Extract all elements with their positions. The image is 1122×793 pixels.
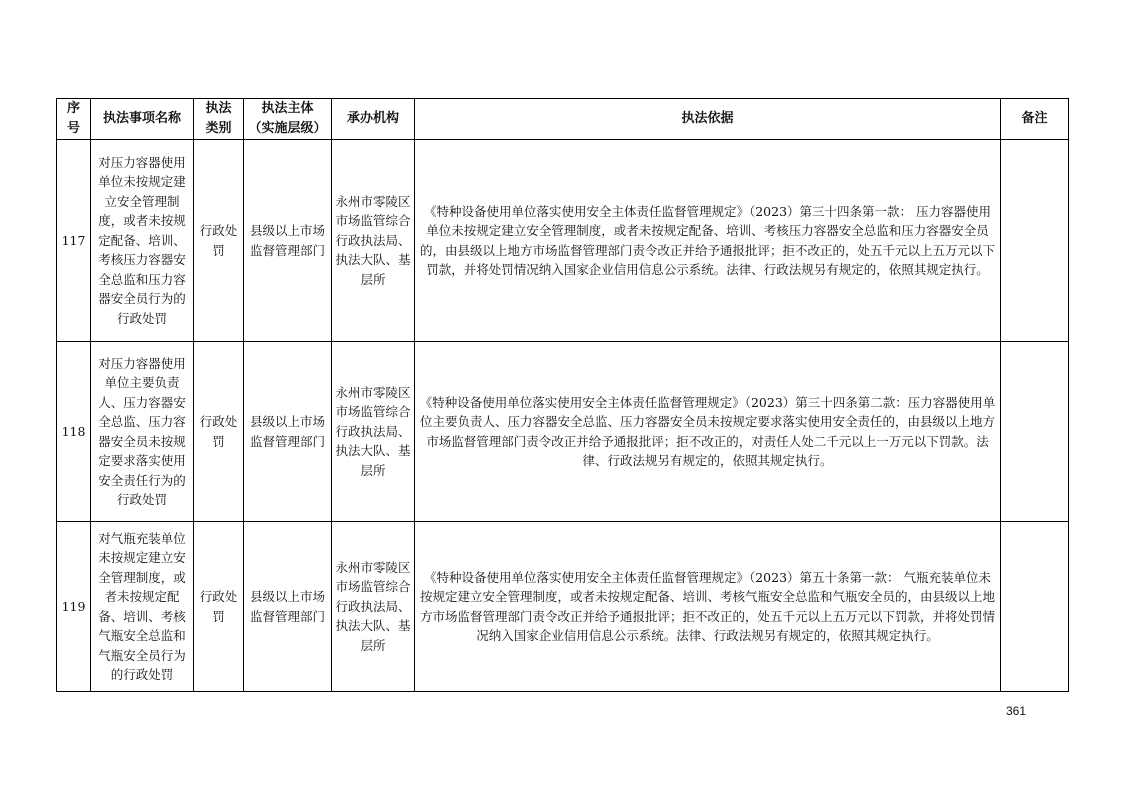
row-basis: 《特种设备使用单位落实使用安全主体责任监督管理规定》（2023）第三十四条第二款：压力容器使用单位主要负责人、压力容器安全总监、压力容器安全员未按规定要求落实使用安全责任的，由县级以上地方市场监督管理部门责令改正并给予通报批评；拒不改正的，对责任人处二千元以上一万元以下罚款。法律、行政法规另有规定的，依照其规定执行。 [415,342,1001,522]
row-seq: 117 [57,140,91,342]
enforcement-table [56,98,1069,692]
row-remark [1001,342,1069,522]
row-agency: 永州市零陵区市场监管综合行政执法局、执法大队、基层所 [332,522,415,692]
row-agency: 永州市零陵区市场监管综合行政执法局、执法大队、基层所 [332,342,415,522]
header-basis: 执法依据 [415,99,1001,140]
row-basis: 《特种设备使用单位落实使用安全主体责任监督管理规定》（2023）第三十四条第一款： 压力容器使用单位未按规定建立安全管理制度，或者未按规定配备、培训、考核压力容器安全总监和压力容器安全员的，由县级以上地方市场监督管理部门责令改正并给予通报批评；拒不改正的，处五千元以上五万元以下罚款，并将处罚情况纳入国家企业信用信息公示系统。法律、行政法规另有规定的，依照其规定执行。 [415,140,1001,342]
row-seq: 118 [57,342,91,522]
row-item-name: 对气瓶充装单位未按规定建立安全管理制度，或者未按规定配备、培训、考核气瓶安全总监和气瓶安全员行为的行政处罚 [91,522,194,692]
page-number: 361 [1006,704,1027,718]
row-item-name: 对压力容器使用单位主要负责人、压力容器安全总监、压力容器安全员未按规定要求落实使用安全责任行为的行政处罚 [91,342,194,522]
header-seq: 序 号 [57,99,91,140]
row-subject: 县级以上市场监督管理部门 [244,342,332,522]
table-header-row [57,99,1069,140]
row-agency: 永州市零陵区市场监管综合行政执法局、执法大队、基层所 [332,140,415,342]
header-category: 执法 类别 [194,99,244,140]
row-category: 行政处罚 [194,342,244,522]
header-name: 执法事项名称 [91,99,194,140]
row-basis: 《特种设备使用单位落实使用安全主体责任监督管理规定》（2023）第五十条第一款： 气瓶充装单位未按规定建立安全管理制度，或者未按规定配备、培训、考核气瓶安全总监和气瓶安全员的，由县级以上地方市场监督管理部门责令改正并给予通报批评；拒不改正的，处五千元以上五万元以下罚款，并将处罚情况纳入国家企业信用信息公示系统。法律、行政法规另有规定的，依照其规定执行。 [415,522,1001,692]
row-subject: 县级以上市场监督管理部门 [244,522,332,692]
header-agency: 承办机构 [332,99,415,140]
header-remark: 备注 [1001,99,1069,140]
row-remark [1001,140,1069,342]
row-subject: 县级以上市场监督管理部门 [244,140,332,342]
table-row [57,522,1069,692]
header-subject: 执法主体 （实施层级） [244,99,332,140]
row-remark [1001,522,1069,692]
row-item-name: 对压力容器使用单位未按规定建立安全管理制度，或者未按规定配备、培训、考核压力容器安全总监和压力容器安全员行为的行政处罚 [91,140,194,342]
row-seq: 119 [57,522,91,692]
table-row [57,342,1069,522]
row-category: 行政处罚 [194,140,244,342]
table-row [57,140,1069,342]
row-category: 行政处罚 [194,522,244,692]
